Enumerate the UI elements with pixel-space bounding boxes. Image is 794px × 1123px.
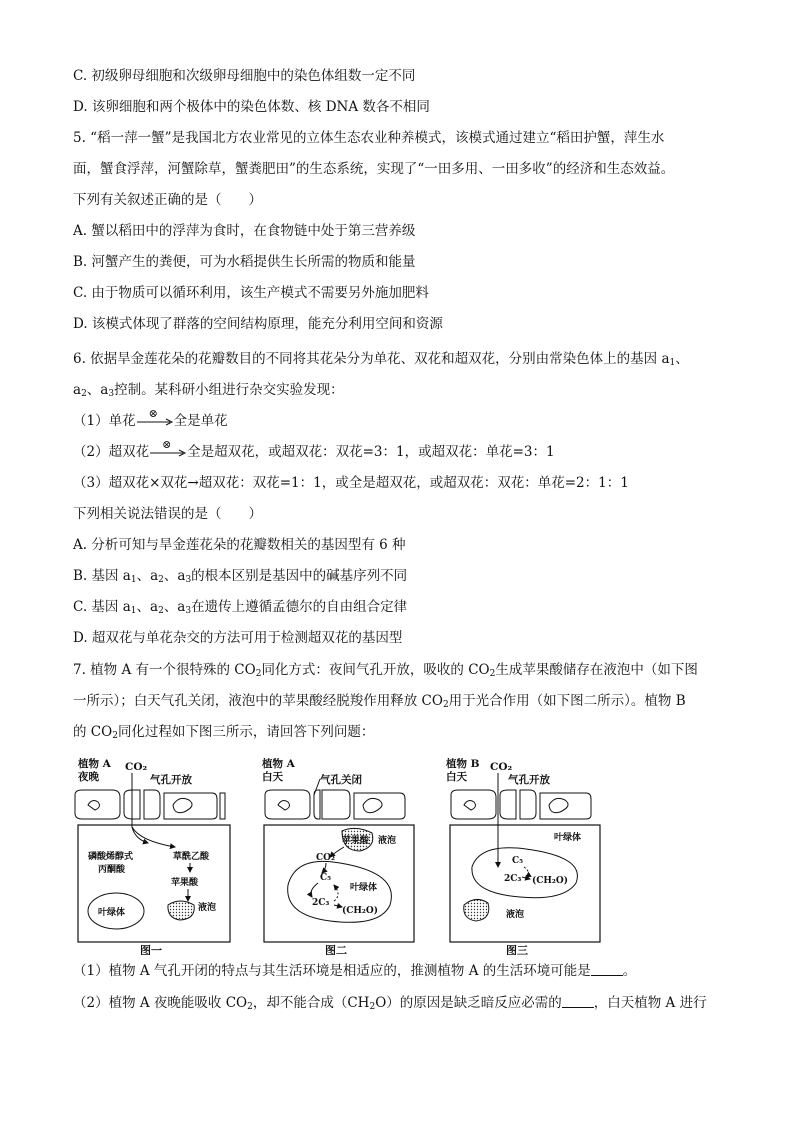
fig3-chloroplast [472, 848, 578, 898]
fig3-chloroplast-label: 叶绿体 [554, 833, 582, 843]
fig1-chloroplast-label: 叶绿体 [98, 908, 126, 918]
option-a: A. 蟹以稻田中的浮萍为食时，在食物链中处于第三营养级 [73, 223, 416, 239]
subquestion-1: （1）植物 A 气孔开闭的特点与其生活环境是相适应的，推测植物 A 的生活环境可能是 。 [73, 963, 637, 979]
fig1-pyruvate-label: 丙酮酸 [98, 865, 126, 875]
fig2-time-label: 白天 [262, 771, 283, 783]
fig1-time-label: 夜晚 [78, 771, 99, 783]
option-c: C. 由于物质可以循环利用，该生产模式不需要另外施加肥料 [73, 285, 429, 301]
text-line: 下列有关叙述正确的是（ ） [73, 192, 262, 208]
fig3-vacuole-label: 液泡 [506, 910, 525, 920]
fig3-stoma-label: 气孔开放 [508, 774, 550, 786]
figure-3 [446, 757, 600, 955]
fig2-co2-label: CO₂ [316, 853, 335, 863]
fig3-vacuole [464, 899, 489, 921]
fig3-ch2o-label: (CH₂O) [532, 876, 568, 886]
experiment-2: （2）超双花 ⊗ 全是超双花，或超双花：双花=3：1，或超双花：单花=3：1 [73, 438, 555, 460]
text-line: C. 初级卵母细胞和次级卵母细胞中的染色体组数一定不同 [73, 68, 416, 84]
figure-panel [70, 755, 730, 955]
question-7-stem: 7. 植物 A 有一个很特殊的 $CO_2$同化方式：夜间气孔开放，吸收的 $CO_2$生成苹果酸储存在液泡中（如下图 [73, 662, 698, 679]
fig3-c5-label: C₅ [512, 856, 524, 866]
fig1-malate-label: 苹果酸 [171, 878, 199, 888]
fig1-oxaloacetate-label: 草酰乙酸 [173, 852, 210, 862]
option-b: B. 基因 $a_1$、$a_2$、$a_3$的根本区别是基因中的碱基序列不同 [73, 568, 408, 585]
fig1-plant-label: 植物 A [78, 758, 111, 770]
answer-blank[interactable] [591, 963, 623, 976]
fig2-vacuole-label: 液泡 [378, 836, 397, 846]
fig2-stoma-label: 气孔关闭 [320, 774, 362, 786]
fig2-c3-label: 2C₃ [312, 898, 330, 908]
selfing-arrow: ⊗ [136, 411, 174, 431]
figure-2 [262, 757, 414, 955]
option-d: D. 该模式体现了群落的空间结构原理，能充分利用空间和资源 [73, 316, 443, 332]
text-line: $a_2$、$a_3$控制。某科研小组进行杂交实验发现： [73, 382, 344, 399]
option-a: A. 分析可知与旱金莲花朵的花瓣数相关的基因型有 6 种 [73, 537, 406, 553]
fig2-plant-label: 植物 A [262, 758, 295, 770]
fig2-malate-label: 苹果酸 [342, 836, 370, 846]
answer-blank[interactable] [562, 995, 594, 1008]
fig1-co2-label: CO₂ [125, 761, 148, 773]
fig1-stoma-label: 气孔开放 [150, 774, 192, 786]
fig1-pep-label: 磷酸烯醇式 [88, 852, 134, 862]
fig3-caption: 图三 [506, 944, 528, 955]
fig1-vacuole-label: 液泡 [198, 903, 217, 913]
text-line: D. 该卵细胞和两个极体中的染色体数、核 DNA 数各不相同 [73, 99, 430, 115]
fig2-caption: 图二 [325, 944, 347, 955]
experiment-3: （3）超双花×双花→超双花：双花=1：1，或全是超双花，或超双花：双花：单花=2：1：1 [73, 475, 629, 491]
figures-svg [70, 755, 730, 955]
fig2-c5-label: C₅ [320, 873, 332, 883]
option-d: D. 超双花与单花杂交的方法可用于检测超双花的基因型 [73, 630, 403, 646]
question-5-stem: 5. “稻一萍一蟹”是我国北方农业常见的立体生态农业种养模式，该模式通过建立“稻田护蟹，萍生水 [73, 130, 665, 146]
fig3-c3-label: 2C₃ [504, 874, 522, 884]
fig3-co2-label: CO₂ [490, 761, 513, 773]
option-b: B. 河蟹产生的粪便，可为水稻提供生长所需的物质和能量 [73, 254, 416, 270]
fig1-vacuole [168, 901, 194, 920]
option-c: C. 基因 $a_1$、$a_2$、$a_3$在遗传上遵循孟德尔的自由组合定律 [73, 599, 408, 616]
text-line: 一所示）；白天气孔关闭，液泡中的苹果酸经脱羧作用释放 $CO_2$用于光合作用（如下图二所示）。植物 B [73, 693, 686, 710]
question-6-stem: 6. 依据旱金莲花朵的花瓣数目的不同将其花朵分为单花、双花和超双花，分别由常染色体上的基因 $a_1$、 [73, 351, 689, 368]
experiment-1: （1）单花 ⊗ 全是单花 [73, 407, 228, 429]
fig2-chloroplast-label: 叶绿体 [350, 883, 378, 893]
fig3-time-label: 白天 [446, 771, 467, 783]
fig3-plant-label: 植物 B [446, 758, 480, 770]
text-line: 的 $CO_2$同化过程如下图三所示，请回答下列问题： [73, 724, 375, 741]
fig1-caption: 图一 [140, 944, 162, 955]
selfing-arrow: ⊗ [149, 442, 187, 462]
question-6-ask: 下列相关说法错误的是（ ） [73, 506, 262, 522]
figure-1 [75, 757, 230, 955]
text-line: 面，蟹食浮萍，河蟹除草，蟹粪肥田”的生态系统，实现了“一田多用、一田多收”的经济和生态效益。 [73, 161, 675, 177]
subquestion-2: （2）植物 A 夜晚能吸收 $CO_2$，却不能合成$(CH_2O)$的原因是缺乏暗反应必需的 ，白天植物 A 进行 [73, 995, 707, 1012]
fig2-ch2o-label: (CH₂O) [342, 906, 378, 916]
